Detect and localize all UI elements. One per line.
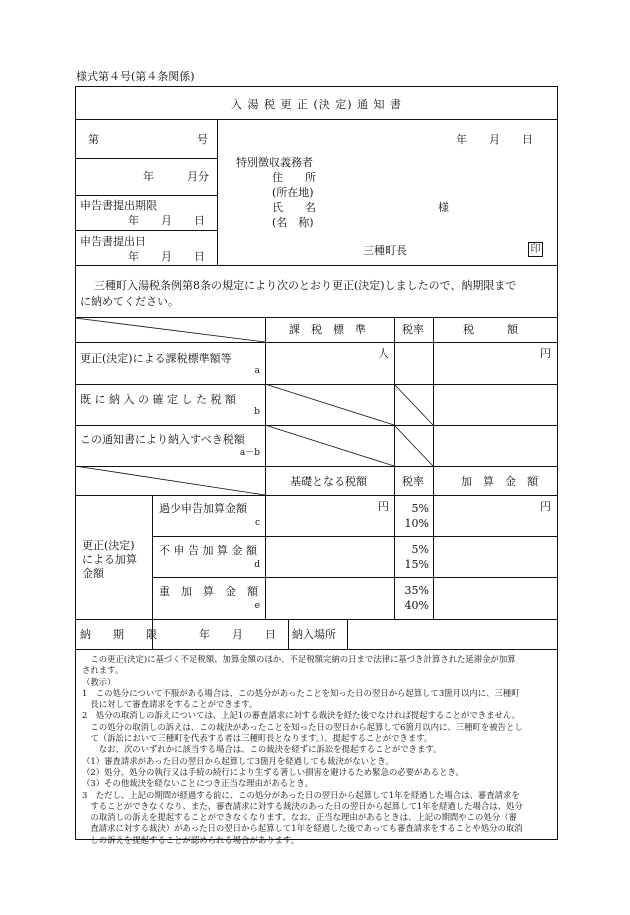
notice-line-2: に納めてください。: [80, 295, 179, 308]
deadline-date: 年 月 日: [128, 214, 205, 227]
divider: [75, 230, 217, 231]
group-label-3: 金額: [82, 567, 104, 580]
row-d-rate-1: 5%: [411, 543, 429, 556]
due-date-label: 納 期 限: [80, 628, 157, 641]
divider: [75, 425, 558, 426]
col-base-header: 基礎となる税額: [290, 475, 367, 488]
name-label: 氏 名: [272, 201, 316, 214]
row-ab-label: この通知書により納入すべき税額: [80, 433, 245, 446]
divider: [288, 619, 289, 649]
divider: [152, 577, 558, 578]
divider: [75, 495, 558, 496]
row-a-sub: a: [254, 366, 260, 376]
row-b-label: 既 に 納 入 の 確 定 し た 税 額: [80, 393, 236, 406]
note-line: この処分の取消しの訴えは、この裁決があったことを知った日の翌日から起算して6箇月以内に、三種町を被告とし: [82, 721, 523, 732]
row-c-amount-unit: 円: [540, 500, 551, 513]
col-standard-header: 課 税 標 準: [289, 323, 366, 336]
divider: [394, 317, 395, 495]
divider: [75, 466, 558, 467]
row-a-unit-persons: 人: [378, 347, 389, 360]
row-e-label: 重 加 算 金 額: [159, 585, 258, 598]
notice-line-1: 三種町入湯税条例第8条の規定により次のとおり更正(決定)しましたので、納期限まで: [94, 279, 517, 292]
note-line: することができなくなり、また、審査請求に対する裁決のあった日の翌日から起算して1年を経過した場合は、処分: [82, 800, 523, 811]
row-ab-sub: a－b: [239, 448, 260, 458]
row-a-label: 更正(決定)による課税標準額等: [80, 352, 232, 365]
note-line: の取消しの訴えを提起することができなくなります。なお、正当な理由があるときは、上記の期間やこの処分（審: [82, 812, 517, 823]
due-date-value: 年 月 日: [199, 628, 276, 641]
note-line: 1 この処分について不服がある場合は、この処分があったことを知った日の翌日から起算して3箇月以内に、三種町: [82, 687, 520, 698]
row-e-rate-1: 35%: [404, 584, 429, 597]
row-d-rate-2: 15%: [404, 558, 429, 571]
divider: [75, 384, 558, 385]
row-c-label: 過少申告加算金額: [159, 502, 247, 515]
notice-date: 年 月 日: [456, 133, 533, 146]
row-c-rate-1: 5%: [411, 502, 429, 515]
number-label: 第: [88, 133, 99, 146]
form-id: 様式第４号(第４条関係): [76, 70, 195, 83]
note-line: この更正(決定)に基づく不足税額、加算金額のほか、不足税額完納の日まで法律に基づき計算された延滞金が加算: [82, 654, 516, 664]
note-line: 2 処分の取消しの訴えについては、上記1の審査請求に対する裁決を経た後でなければ提起することができません。: [82, 710, 521, 721]
page-title: 入 湯 税 更 正 (決 定) 通 知 書: [230, 98, 403, 111]
col-rate-header: 税率: [402, 323, 424, 336]
row-e-rate-2: 40%: [404, 599, 429, 612]
divider: [347, 619, 348, 649]
address-label: 住 所: [272, 171, 316, 184]
note-line: 3 ただし、上記の期間が経過する前に、この処分があった日の翌日から起算して1年を経過した場合は、審査請求を: [82, 789, 520, 800]
divider: [433, 495, 434, 619]
note-line: （2）処分、処分の執行又は手続の続行により生ずる著しい損害を避けるため緊急の必要があるとき。: [82, 766, 464, 777]
note-line: しの訴えを提起することが認められる場合があります。: [82, 834, 300, 845]
divider: [75, 195, 217, 196]
name-paren: (名 称): [272, 216, 314, 229]
row-c-unit: 円: [378, 500, 389, 513]
collector-label: 特別徴収義務者: [236, 156, 313, 169]
address-paren: (所在地): [272, 186, 314, 199]
divider: [152, 536, 558, 537]
seal-stamp: 印: [528, 242, 543, 257]
divider: [265, 495, 266, 619]
name-suffix: 様: [438, 201, 449, 214]
group-label-1: 更正(決定): [82, 539, 135, 552]
row-c-rate-2: 10%: [404, 517, 429, 530]
divider: [217, 119, 218, 265]
divider: [75, 649, 558, 650]
row-a-unit-yen: 円: [540, 347, 551, 360]
col-amount-header: 税 額: [463, 323, 518, 336]
row-c-sub: c: [254, 518, 260, 528]
submit-label: 申告書提出日: [80, 235, 146, 248]
note-line: 長に対して審査請求をすることができます。: [82, 699, 258, 710]
note-line: （3）その他裁決を経ないことにつき正当な理由があるとき。: [82, 778, 313, 789]
note-line: （教示）: [82, 676, 116, 687]
note-line: 査請求に対する裁決）があった日の翌日から起算して1年を経過した後であっても審査請求をすることや処分の取消: [82, 823, 523, 834]
row-b-sub: b: [254, 407, 260, 417]
divider: [265, 317, 266, 495]
row-e-sub: e: [254, 601, 260, 611]
number-suffix: 号: [197, 133, 208, 146]
divider: [75, 158, 217, 159]
group-label-2: による加算: [82, 553, 137, 566]
note-line: されます。: [82, 665, 124, 676]
note-line: て（訴訟において三種町を代表する者は三種町長となります。）、提起することができます。: [82, 733, 433, 744]
notes-block: [82, 654, 558, 846]
divider: [75, 119, 558, 120]
divider: [433, 317, 434, 495]
issuer: 三種町長: [363, 244, 407, 257]
divider: [152, 495, 153, 619]
row-d-sub: d: [254, 560, 260, 570]
payment-place-label: 納入場所: [292, 628, 336, 641]
divider: [75, 265, 558, 266]
note-line: （1）審査請求があった日の翌日から起算して3箇月を経過しても裁決がないとき。: [82, 755, 394, 766]
note-line: なお、次のいずれかに該当する場合は、この裁決を経ずに訴訟を提起することができます。: [82, 744, 442, 755]
submit-date: 年 月 日: [128, 250, 205, 263]
divider: [75, 619, 558, 620]
divider: [75, 317, 558, 318]
col-rate-header-2: 税率: [402, 475, 424, 488]
divider: [75, 342, 558, 343]
tax-month: 年 月分: [143, 170, 209, 183]
deadline-label: 申告書提出期限: [80, 199, 157, 212]
col-amount-header-2: 加 算 金 額: [461, 475, 538, 488]
row-d-label: 不 申 告 加 算 金 額: [159, 544, 257, 557]
